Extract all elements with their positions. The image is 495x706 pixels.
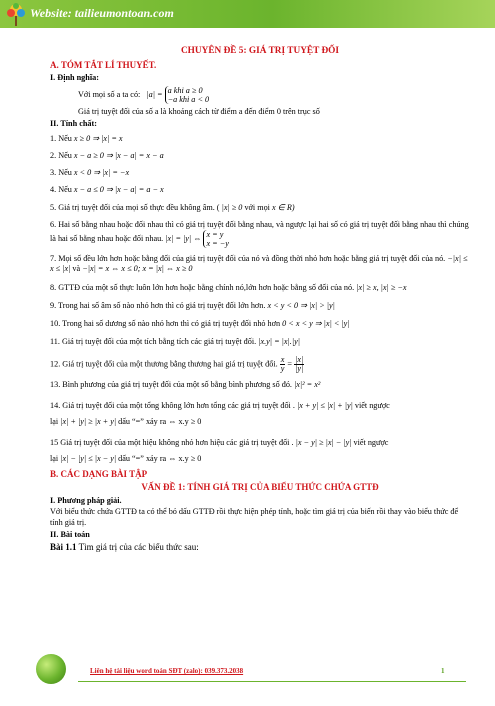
property-12-numerator-2: |x| — [295, 354, 304, 364]
property-14-math-2: |x| + |y| ≥ |x + y| — [60, 416, 117, 426]
property-2-text: 2. Nếu — [50, 150, 72, 160]
property-14-line2-lead: lại — [50, 416, 59, 426]
property-3-math: x < 0 ⇒ |x| = −x — [73, 168, 130, 178]
method-heading: I. Phương pháp giải. — [50, 496, 122, 506]
property-5-math: |x| ≥ 0 — [221, 202, 243, 212]
property-5-math-2: x ∈ R) — [271, 202, 295, 212]
definition-formula — [50, 86, 470, 104]
property-2 — [50, 151, 470, 161]
property-1 — [50, 134, 470, 144]
property-7-math: −|x| ≤ x ≤ |x| — [50, 254, 468, 274]
property-7-text: 7. Mọi số đều lớn hơn hoặc bằng đối của giá trị tuyệt đối của nó và đồng thời nhỏ hơn hoặc bằng giá trị tuyệt đối của nó. — [50, 254, 446, 264]
definition-lead: Với mọi số a ta có: — [78, 90, 141, 99]
property-10-text: 10. Trong hai số dương số nào nhỏ hơn thì có giá trị tuyệt đối nhỏ hơn — [50, 319, 281, 329]
method-text: Với biểu thức chứa GTTĐ ta có thể bỏ dấu GTTĐ rồi thực hiện phép tính, hoặc tìm giá trị của biến rồi thay vào biểu thức để tính giá trị. — [50, 507, 459, 527]
property-15-line2-lead: lại — [50, 454, 59, 464]
property-14-line2-tail: dấu “=” xảy ra ⇔ x.y ≥ 0 — [118, 416, 202, 426]
chapter-title: CHUYÊN ĐỀ 5: GIÁ TRỊ TUYỆT ĐỐI — [180, 46, 340, 56]
property-13 — [50, 380, 470, 390]
property-1-math: x ≥ 0 ⇒ |x| = x — [73, 133, 123, 143]
property-7 — [50, 254, 470, 275]
property-15-tail: viết ngược — [353, 438, 389, 448]
property-5-text: 5. Giá trị tuyệt đối của mọi số thực đều không âm. ( — [50, 202, 220, 212]
exercise-1-text: Tìm giá trị của các biểu thức sau: — [78, 542, 199, 553]
definition-case-2: −a khi a < 0 — [167, 95, 210, 105]
property-15 — [50, 435, 470, 466]
property-5-tail: với mọi — [244, 202, 270, 212]
definition-heading: I. Định nghĩa: — [50, 72, 99, 82]
property-1-text: 1. Nếu — [50, 133, 72, 143]
property-13-math: |x|² = x² — [294, 380, 321, 390]
property-10-math: 0 < x < y ⇒ |x| < |y| — [282, 319, 350, 329]
property-12-text: 12. Giá trị tuyệt đối của một thương bằng thương hai giá trị tuyệt đối. — [50, 359, 278, 369]
property-6 — [50, 220, 470, 248]
property-5 — [50, 203, 470, 213]
tree-logo-icon — [3, 1, 29, 27]
property-12-numerator: x — [280, 354, 285, 364]
footer-contact[interactable]: Liên hệ tài liệu word toán SĐT (zalo): 039.373.2038 — [90, 667, 244, 675]
property-15-text: 15 Giá trị tuyệt đối của một hiệu không nhỏ hơn hiệu các giá trị tuyệt đối . — [50, 438, 294, 448]
property-14-tail: viết ngược — [354, 401, 390, 411]
property-3-text: 3. Nếu — [50, 168, 72, 178]
property-12-fraction-1 — [280, 356, 286, 373]
document-body — [50, 46, 470, 555]
problem-1-heading: VẤN ĐỀ 1: TÍNH GIÁ TRỊ CỦA BIỂU THỨC CHỨA GTTĐ — [141, 481, 379, 492]
exercise-1 — [50, 542, 470, 553]
definition-case-1: a khi a ≥ 0 — [167, 86, 203, 96]
exercise-1-label: Bài 1.1 — [50, 542, 77, 553]
property-4-math: x − a ≤ 0 ⇒ |x − a| = a − x — [73, 185, 164, 195]
page-number: 1 — [441, 667, 445, 675]
property-13-text: 13. Bình phương của giá trị tuyệt đối của một số bằng bình phương số đó. — [50, 380, 292, 390]
property-6-case-1: x = y — [206, 230, 224, 240]
exercise-heading: II. Bài toán — [50, 529, 90, 539]
property-6-math: |x| = |y| ⇔ — [165, 234, 202, 244]
property-8 — [50, 283, 470, 293]
property-9-text: 9. Trong hai số âm số nào nhỏ hơn thì có giá trị tuyệt đối lớn hơn. — [50, 300, 266, 310]
property-11-math: |x.y| = |x|.|y| — [258, 337, 300, 347]
property-9-math: x < y < 0 ⇒ |x| > |y| — [267, 300, 335, 310]
property-4-text: 4. Nếu — [50, 185, 72, 195]
property-9 — [50, 301, 470, 311]
property-7-and: và — [72, 264, 81, 274]
property-12-equals: = — [287, 359, 293, 369]
section-a-heading: A. TÓM TẮT LÍ THUYẾT. — [50, 59, 157, 70]
property-12 — [50, 356, 470, 373]
property-2-math: x − a ≥ 0 ⇒ |x − a| = x − a — [73, 150, 164, 160]
property-14 — [50, 398, 470, 429]
property-15-math-2: |x| − |y| ≤ |x − y| — [60, 454, 117, 464]
property-6-text: 6. Hai số bằng nhau hoặc đối nhau thì có giá trị tuyệt đối bằng nhau, và ngược lại hai số có giá trị tuyệt đối bằng nhau thì chúng là hai số bằng nhau hoặc đối nhau. — [50, 219, 469, 244]
property-6-case-2: x = −y — [206, 239, 229, 249]
property-11-text: 11. Giá trị tuyệt đối của một tích bằng tích các giá trị tuyệt đối. — [50, 337, 257, 347]
site-url[interactable]: Website: tailieumontoan.com — [30, 6, 174, 20]
property-14-math: |x + y| ≤ |x| + |y| — [296, 401, 353, 411]
property-8-math: |x| ≥ x, |x| ≥ −x — [356, 282, 407, 292]
property-7-math-2: −|x| = x ⇔ x ≤ 0; x = |x| ⇔ x ≥ 0 — [82, 264, 193, 274]
property-15-line2-tail: dấu “=” xảy ra ⇔ x.y ≥ 0 — [118, 454, 202, 464]
header-bar — [0, 0, 495, 28]
property-11 — [50, 337, 470, 347]
property-6-cases — [203, 230, 228, 248]
property-15-math: |x − y| ≥ |x| − |y| — [295, 438, 352, 448]
property-4 — [50, 185, 470, 195]
property-8-text: 8. GTTĐ của một số thực luôn lớn hơn hoặc bằng chính nó,lớn hơn hoặc bằng số đối của nó. — [50, 282, 355, 292]
property-14-text: 14. Giá trị tuyệt đối của một tổng không lớn hơn tổng các giá trị tuyệt đối . — [50, 401, 295, 411]
definition-lhs: |a| = — [146, 90, 163, 99]
property-12-denominator-2: |y| — [295, 363, 304, 373]
property-12-fraction-2 — [294, 356, 304, 373]
footer-divider — [78, 681, 466, 682]
definition-text: Giá trị tuyệt đối của số a là khoảng cách từ điểm a đến điểm 0 trên trục số — [78, 107, 320, 117]
properties-heading: II. Tính chất: — [50, 119, 97, 129]
footer-ball-icon — [36, 654, 66, 684]
property-10 — [50, 319, 470, 329]
definition-cases — [165, 86, 210, 104]
section-b-heading: B. CÁC DẠNG BÀI TẬP — [50, 468, 148, 479]
property-12-denominator: y — [280, 363, 285, 373]
property-3 — [50, 168, 470, 178]
